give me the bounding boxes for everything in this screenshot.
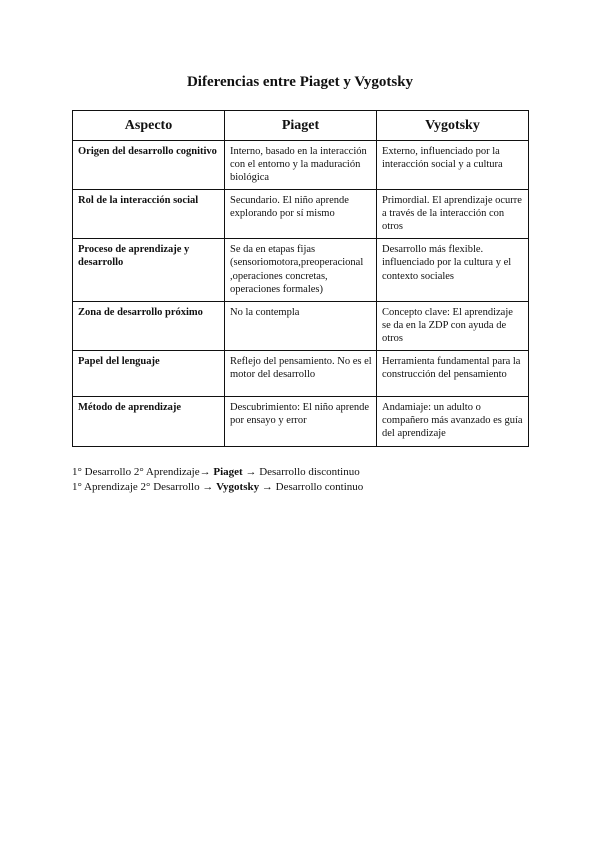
vygotsky-cell: Andamiaje: un adulto o compañero más avanzado es guía del aprendizaje (377, 397, 529, 446)
note-line-piaget (72, 465, 532, 480)
note-suffix: → Desarrollo discontinuo (242, 466, 360, 478)
note-prefix: 1° Desarrollo 2° Aprendizaje→ (72, 466, 214, 478)
table-row (73, 189, 529, 238)
aspect-cell: Origen del desarrollo cognitivo (73, 140, 225, 189)
comparison-table (72, 110, 529, 447)
vygotsky-cell: Concepto clave: El aprendizaje se da en la ZDP con ayuda de otros (377, 301, 529, 350)
note-prefix: 1° Aprendizaje 2° Desarrollo → (72, 481, 217, 493)
header-piaget: Piaget (225, 111, 377, 141)
aspect-cell: Proceso de aprendizaje y desarrollo (73, 239, 225, 302)
note-suffix: → Desarrollo continuo (259, 481, 364, 493)
piaget-cell: No la contempla (225, 301, 377, 350)
note-line-vygotsky (72, 480, 532, 495)
vygotsky-cell: Herramienta fundamental para la construcción del pensamiento (377, 351, 529, 397)
aspect-cell: Papel del lenguaje (73, 351, 225, 397)
piaget-cell: Se da en etapas fijas (sensoriomotora,preoperacional ,operaciones concretas, operaciones formales) (225, 239, 377, 302)
vygotsky-cell: Desarrollo más flexible. influenciado por la cultura y el contexto sociales (377, 239, 529, 302)
vygotsky-cell: Externo, influenciado por la interacción social y a cultura (377, 140, 529, 189)
note-name: Piaget (213, 466, 243, 478)
table-row (73, 140, 529, 189)
table-row (73, 351, 529, 397)
aspect-cell: Método de aprendizaje (73, 397, 225, 446)
table-header-row (73, 111, 529, 141)
piaget-cell: Interno, basado en la interacción con el entorno y la maduración biológica (225, 140, 377, 189)
aspect-cell: Rol de la interacción social (73, 189, 225, 238)
aspect-cell: Zona de desarrollo próximo (73, 301, 225, 350)
table-row (73, 239, 529, 302)
header-vygotsky: Vygotsky (377, 111, 529, 141)
piaget-cell: Reflejo del pensamiento. No es el motor del desarrollo (225, 351, 377, 397)
note-name: Vygotsky (216, 481, 260, 493)
table-row (73, 397, 529, 446)
vygotsky-cell: Primordial. El aprendizaje ocurre a través de la interacción con otros (377, 189, 529, 238)
piaget-cell: Secundario. El niño aprende explorando por sí mismo (225, 189, 377, 238)
piaget-cell: Descubrimiento: El niño aprende por ensayo y error (225, 397, 377, 446)
page-title: Diferencias entre Piaget y Vygotsky (186, 74, 414, 90)
notes-section (72, 465, 532, 495)
header-aspecto: Aspecto (73, 111, 225, 141)
table-row (73, 301, 529, 350)
